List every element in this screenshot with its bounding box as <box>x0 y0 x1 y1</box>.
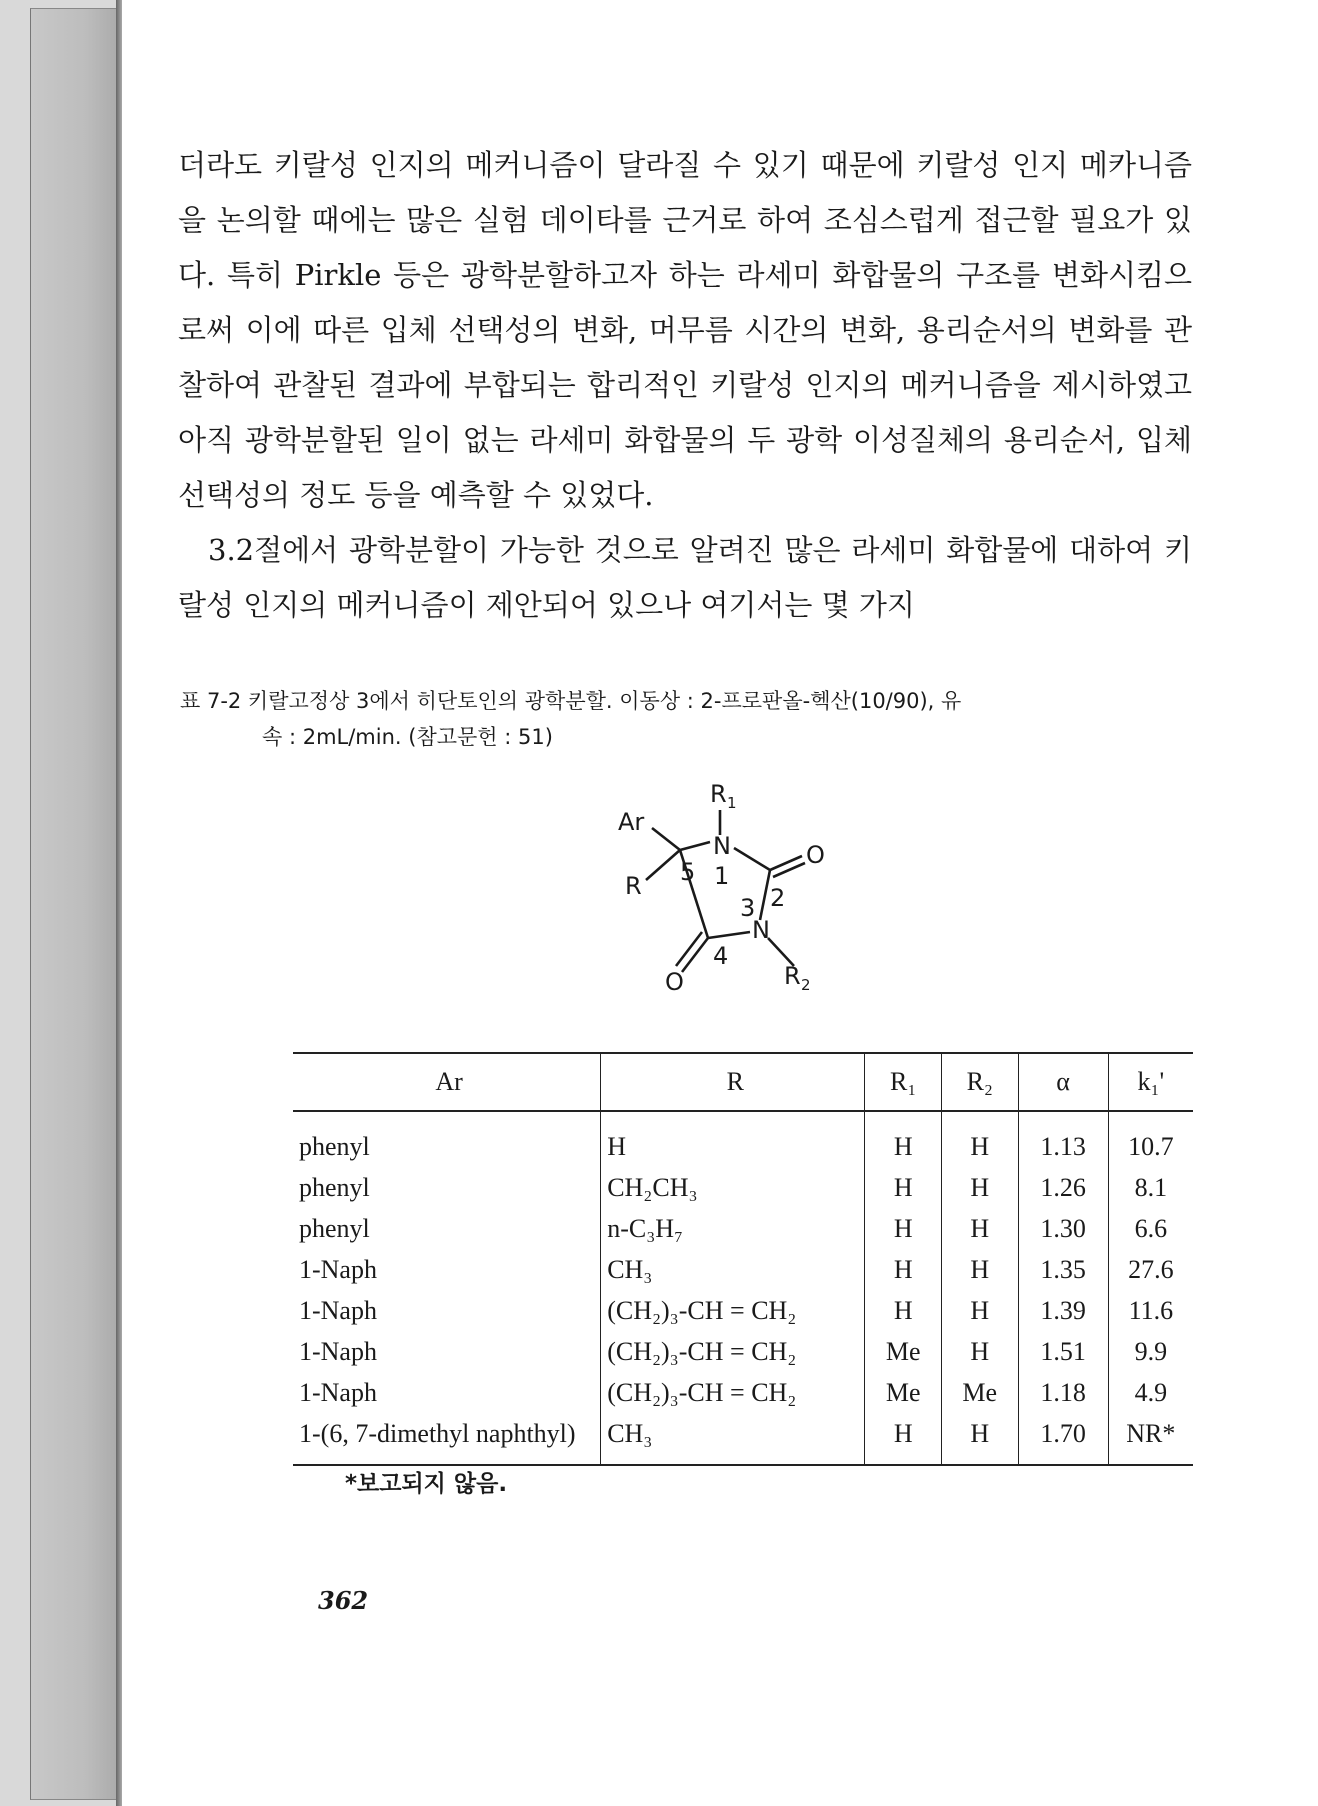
cell-alpha: 1.30 <box>1018 1208 1108 1249</box>
bond-n1-c2 <box>734 848 770 870</box>
bond-c5-ar <box>652 828 680 850</box>
cell-ar: phenyl <box>299 1131 370 1161</box>
cell-r2: Me <box>942 1372 1019 1413</box>
cell-r1: H <box>865 1208 942 1249</box>
header-ar: Ar <box>293 1053 601 1111</box>
table-row <box>293 1208 1193 1249</box>
cell-r1: H <box>865 1413 942 1465</box>
table-caption <box>180 683 1180 755</box>
r2-label: R <box>784 962 801 990</box>
cell-r2: H <box>942 1111 1019 1167</box>
table-row <box>293 1331 1193 1372</box>
r-label: R <box>625 872 642 900</box>
cell-r1: H <box>865 1111 942 1167</box>
ring-number-4: 4 <box>713 942 729 970</box>
ring-number-5: 5 <box>680 858 696 886</box>
table-row <box>293 1372 1193 1413</box>
r1-subscript: 1 <box>727 794 737 812</box>
results-table <box>293 1052 1193 1466</box>
header-r2: R₂ <box>942 1053 1019 1111</box>
book-page-edge <box>30 8 121 1800</box>
cell-r2: H <box>942 1331 1019 1372</box>
cell-r: (CH₂)₃-CH = CH₂ <box>601 1331 865 1372</box>
cell-ar: 1-Naph <box>299 1336 377 1366</box>
cell-r2: H <box>942 1208 1019 1249</box>
cell-alpha: 1.70 <box>1018 1413 1108 1465</box>
cell-ar: phenyl <box>299 1172 370 1202</box>
bond-c2-o2-b <box>773 863 805 877</box>
ar-label: Ar <box>618 808 645 836</box>
cell-r2: H <box>942 1167 1019 1208</box>
hydantoin-structure-diagram <box>580 780 880 1030</box>
cell-k1: 11.6 <box>1108 1290 1193 1331</box>
table-row <box>293 1413 1193 1465</box>
table-footnote: *보고되지 않음. <box>345 1471 508 1497</box>
cell-r: (CH₂)₃-CH = CH₂ <box>601 1290 865 1331</box>
cell-r1: Me <box>865 1331 942 1372</box>
cell-r1: H <box>865 1249 942 1290</box>
cell-r2: H <box>942 1290 1019 1331</box>
table-row <box>293 1290 1193 1331</box>
cell-r2: H <box>942 1413 1019 1465</box>
header-r1: R₁ <box>865 1053 942 1111</box>
page-number: 362 <box>318 1586 369 1615</box>
cell-r1: H <box>865 1290 942 1331</box>
cell-r1: Me <box>865 1372 942 1413</box>
cell-k1: 10.7 <box>1108 1111 1193 1167</box>
ring-number-2: 2 <box>770 884 786 912</box>
caption-line-2: 속 : 2mL/min. (참고문헌 : 51) <box>262 725 553 749</box>
cell-r: CH₃ <box>601 1249 865 1290</box>
cell-alpha: 1.39 <box>1018 1290 1108 1331</box>
paragraph-1: 더라도 키랄성 인지의 메커니즘이 달라질 수 있기 때문에 키랄성 인지 메카니즘을 논의할 때에는 많은 실험 데이타를 근거로 하여 조심스럽게 접근할 필요가 있다. 특히 Pirkle 등은 광학분할하고자 하는 라세미 화합물의 구조를 변화시킴으로써 이에 따른 입체 선택성의 변화, 머무름 시간의 변화, 용리순서의 변화를 관찰하여 관찰된 결과에 부합되는 합리적인 키랄성 인지의 메커니즘을 제시하였고 아직 광학분할된 일이 없는 라세미 화합물의 두 광학 이성질체의 용리순서, 입체 선택성의 정도 등을 예측할 수 있었다. <box>178 148 1192 512</box>
cell-r1: H <box>865 1167 942 1208</box>
table-row <box>293 1249 1193 1290</box>
table-row <box>293 1167 1193 1208</box>
cell-alpha: 1.35 <box>1018 1249 1108 1290</box>
r1-label: R <box>710 780 727 808</box>
cell-r: CH₂CH₃ <box>601 1167 865 1208</box>
cell-k1: 4.9 <box>1108 1372 1193 1413</box>
cell-ar: phenyl <box>299 1213 370 1243</box>
cell-alpha: 1.18 <box>1018 1372 1108 1413</box>
cell-r: (CH₂)₃-CH = CH₂ <box>601 1372 865 1413</box>
body-text <box>178 138 1192 633</box>
cell-ar: 1-Naph <box>299 1254 377 1284</box>
bond-c5-r <box>646 850 680 880</box>
cell-alpha: 1.13 <box>1018 1111 1108 1167</box>
page-spine-shadow <box>116 0 122 1806</box>
cell-r2: H <box>942 1249 1019 1290</box>
o2-label: O <box>806 841 825 869</box>
cell-alpha: 1.51 <box>1018 1331 1108 1372</box>
cell-ar: 1-Naph <box>299 1377 377 1407</box>
cell-alpha: 1.26 <box>1018 1167 1108 1208</box>
bond-c5-n1 <box>680 842 710 850</box>
cell-ar: 1-(6, 7-dimethyl naphthyl) <box>299 1418 576 1448</box>
cell-r: CH₃ <box>601 1413 865 1465</box>
cell-r: H <box>601 1111 865 1167</box>
bond-c2-n3 <box>760 870 770 920</box>
cell-ar: 1-Naph <box>299 1295 377 1325</box>
cell-k1: 8.1 <box>1108 1167 1193 1208</box>
o4-label: O <box>665 968 684 996</box>
n1-label: N <box>713 832 731 860</box>
cell-k1: 27.6 <box>1108 1249 1193 1290</box>
caption-line-1: 표 7-2 키랄고정상 3에서 히단토인의 광학분할. 이동상 : 2-프로판올-헥산(10/90), 유 <box>180 689 962 713</box>
r2-subscript: 2 <box>801 976 811 994</box>
ring-number-3: 3 <box>740 894 756 922</box>
header-k1: k₁' <box>1108 1053 1193 1111</box>
cell-k1: 9.9 <box>1108 1331 1193 1372</box>
cell-k1: NR* <box>1108 1413 1193 1465</box>
bond-c2-o2-a <box>770 856 802 870</box>
header-alpha: α <box>1018 1053 1108 1111</box>
paragraph-2: 3.2절에서 광학분할이 가능한 것으로 알려진 많은 라세미 화합물에 대하여 키랄성 인지의 메커니즘이 제안되어 있으나 여기서는 몇 가지 <box>178 533 1192 622</box>
cell-k1: 6.6 <box>1108 1208 1193 1249</box>
cell-r: n-C₃H₇ <box>601 1208 865 1249</box>
header-r: R <box>601 1053 865 1111</box>
n3-label: N <box>752 916 770 944</box>
ring-number-1: 1 <box>714 862 730 890</box>
bond-n3-c4 <box>708 932 750 938</box>
table-row <box>293 1111 1193 1167</box>
table-header-row <box>293 1053 1193 1111</box>
